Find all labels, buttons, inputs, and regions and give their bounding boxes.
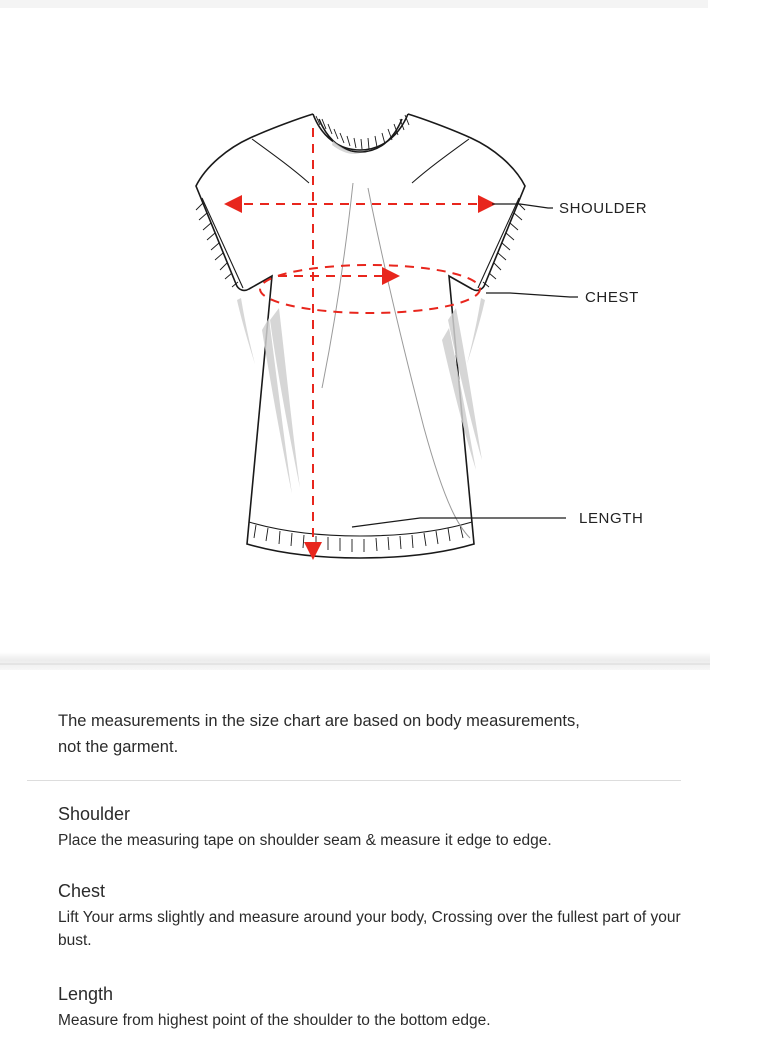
- tshirt-diagram-svg: [0, 8, 768, 652]
- note-section-shoulder: [58, 802, 708, 852]
- intro-line-2: not the garment.: [58, 738, 179, 756]
- note-body-length: Measure from highest point of the shoulder to the bottom edge.: [58, 1012, 491, 1029]
- section-divider-right-gap: [710, 652, 768, 670]
- note-title-length: Length: [58, 984, 114, 1004]
- intro-paragraph: [58, 708, 698, 760]
- top-strip: [0, 0, 768, 8]
- fabric-shading: [237, 141, 485, 494]
- tshirt-body-path: [196, 114, 525, 558]
- section-divider-band: [0, 652, 768, 670]
- note-body-chest: Lift Your arms slightly and measure around your body, Crossing over the fullest part of your bust.: [58, 909, 681, 949]
- callout-label-shoulder: SHOULDER: [559, 200, 648, 217]
- collar-inner-path: [319, 119, 402, 152]
- diagram-area: [0, 8, 768, 652]
- chest-leader-line: [486, 293, 578, 297]
- collar-outer-path: [313, 114, 408, 150]
- section-divider-line: [0, 663, 768, 665]
- bottom-hem-line: [249, 522, 472, 536]
- note-section-chest: [58, 879, 708, 952]
- tshirt-outline-group: [196, 114, 525, 558]
- note-body-shoulder: Place the measuring tape on shoulder seam & measure it edge to edge.: [58, 832, 552, 849]
- note-title-shoulder: Shoulder: [58, 804, 131, 824]
- note-title-chest: Chest: [58, 881, 106, 901]
- bottom-hem-hatch: [254, 525, 463, 552]
- shoulder-seam-left: [252, 139, 309, 183]
- chest-measure-ellipse: [260, 265, 480, 313]
- top-strip-right-gap: [708, 0, 768, 8]
- note-section-length: [58, 982, 708, 1032]
- callout-label-length: LENGTH: [579, 510, 644, 527]
- intro-line-1: The measurements in the size chart are based on body measurements,: [58, 712, 580, 730]
- sleeve-hem-left-line: [202, 198, 243, 288]
- notes-divider: [27, 780, 681, 781]
- callout-label-chest: CHEST: [585, 289, 639, 306]
- sleeve-hem-right-line: [478, 198, 519, 288]
- shoulder-seam-right: [412, 139, 469, 183]
- measurement-notes: [0, 680, 768, 1038]
